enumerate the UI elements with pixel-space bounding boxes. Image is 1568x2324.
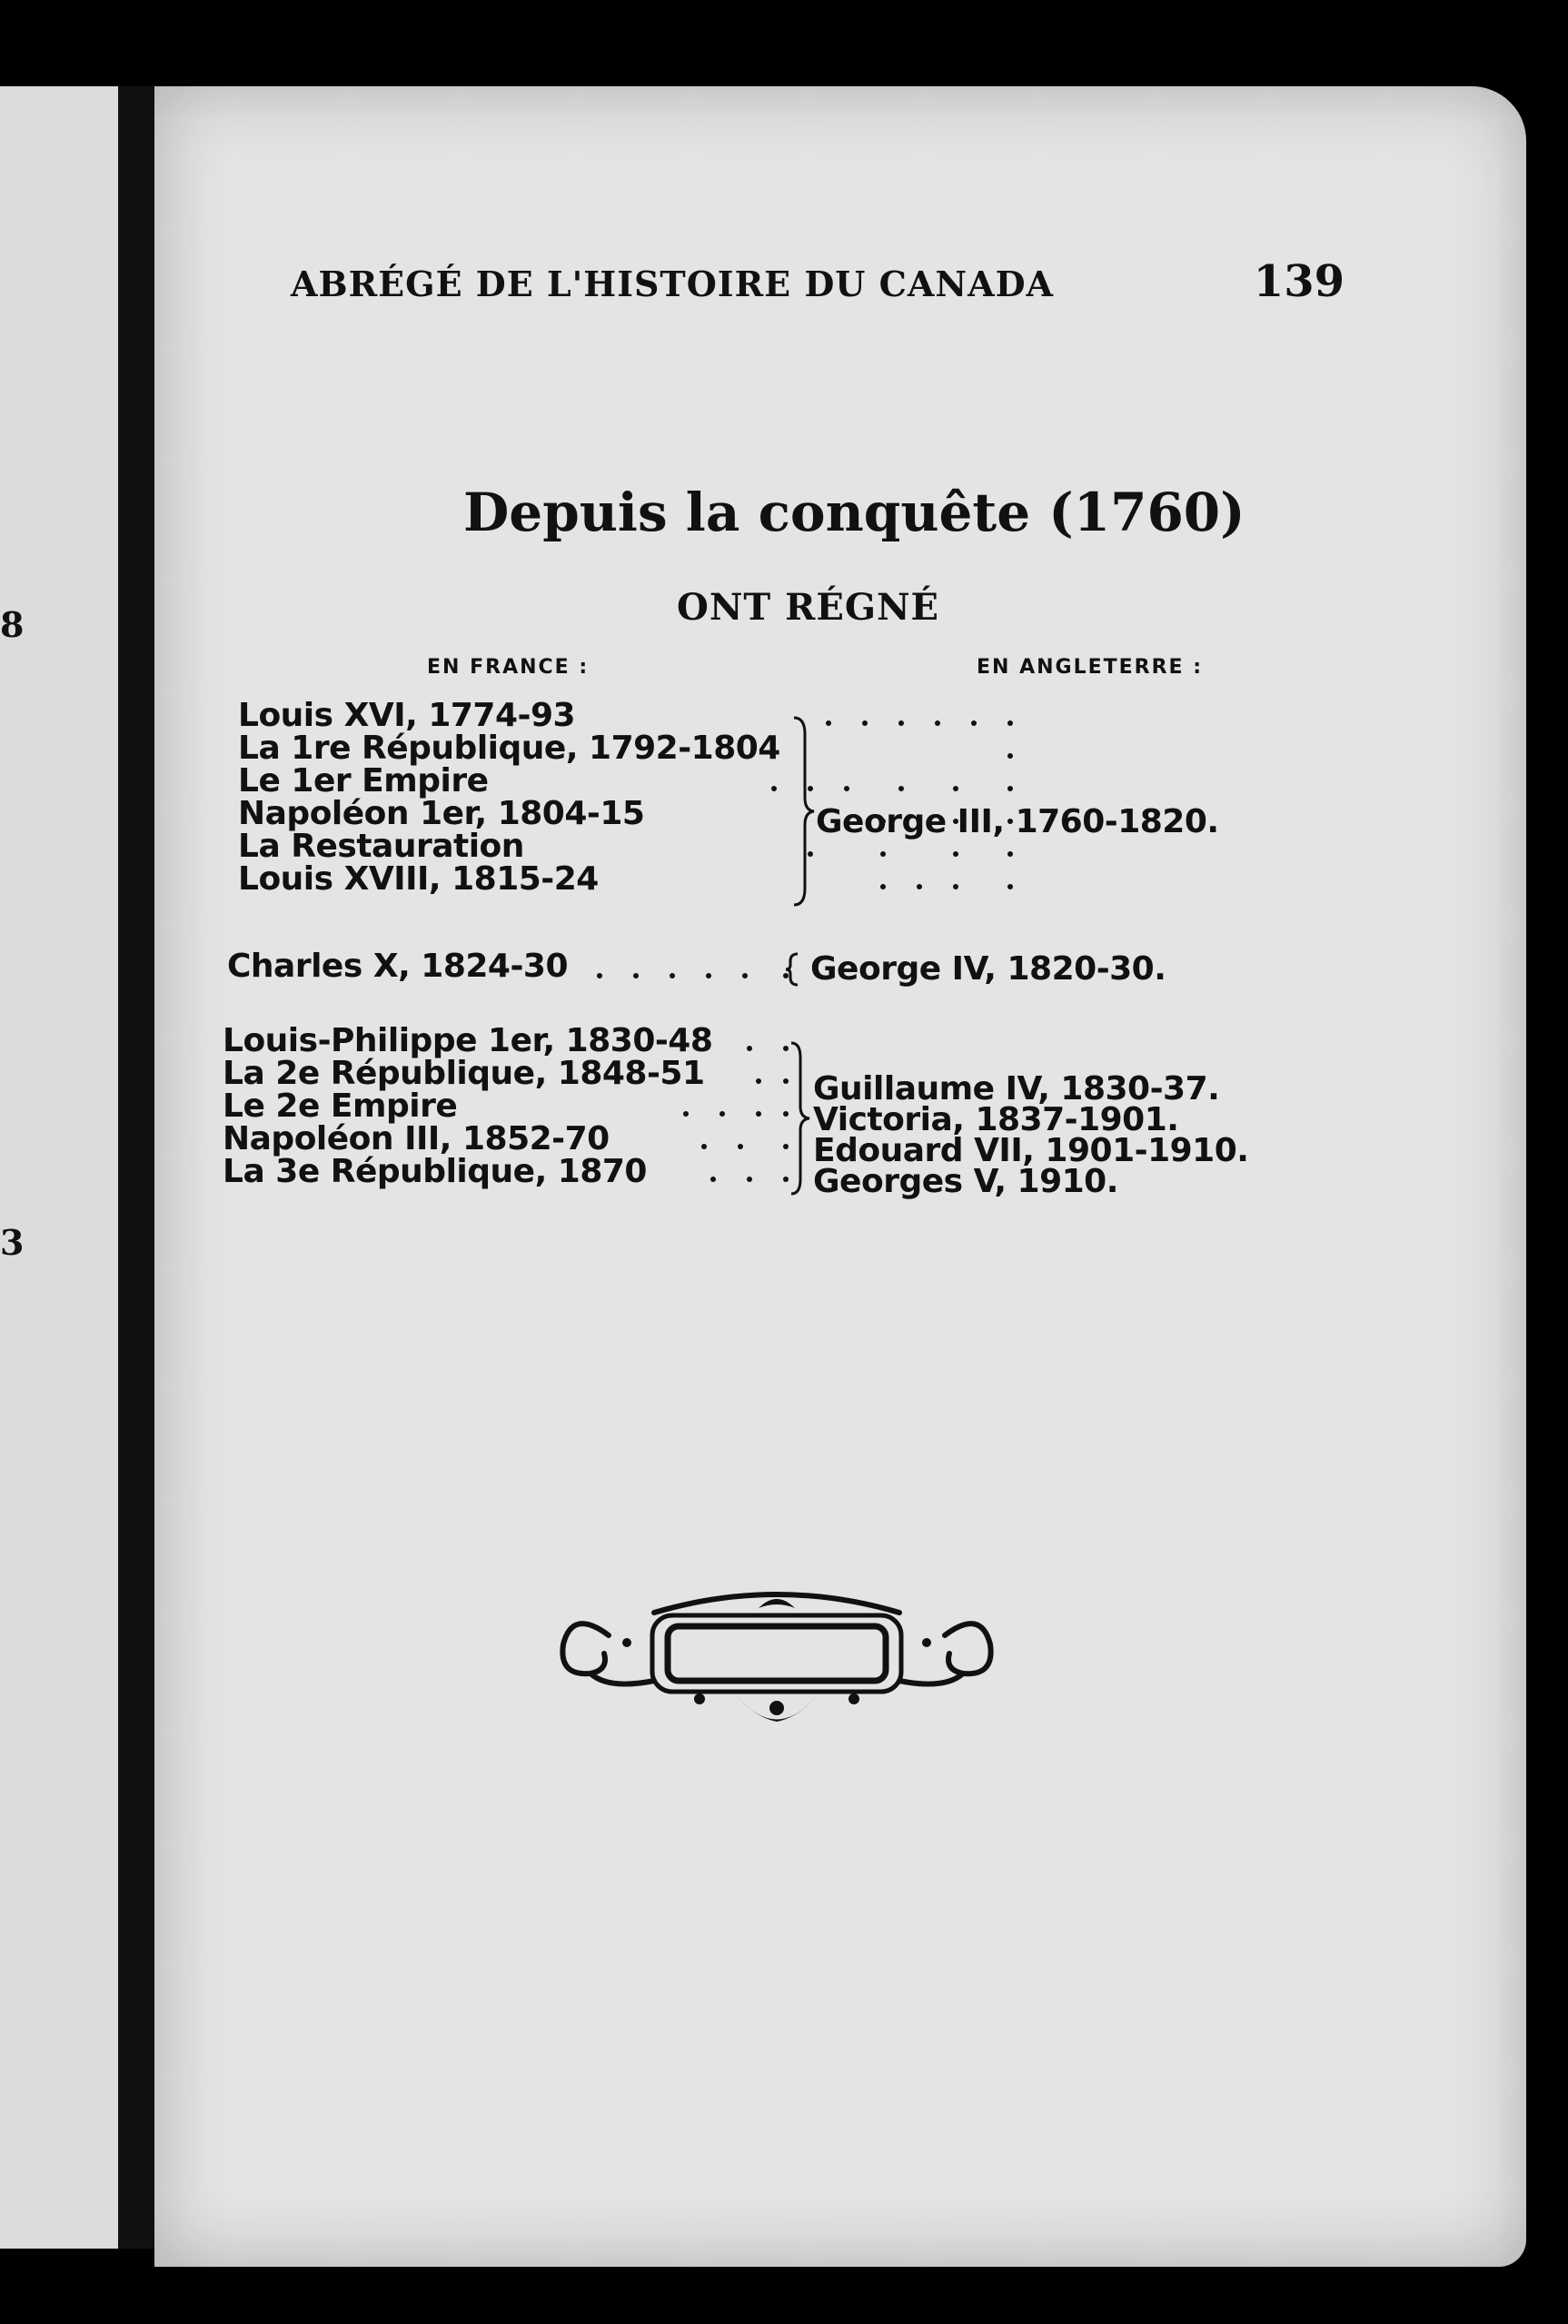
- england-rulers-list: [816, 803, 1219, 840]
- england-ruler: George III, 1760-1820.: [816, 803, 1219, 840]
- france-rulers-list: [227, 950, 568, 983]
- france-ruler: Napoléon III, 1852-70: [223, 1120, 610, 1157]
- france-rulers-list: [223, 1022, 713, 1190]
- france-ruler: La 3e République, 1870: [223, 1153, 647, 1190]
- running-header-title: ABRÉGÉ DE L'HISTOIRE DU CANADA: [291, 263, 1055, 304]
- book-spine: [122, 86, 154, 2249]
- france-ruler: Napoléon 1er, 1804-15: [238, 795, 645, 832]
- england-column-heading: EN ANGLETERRE :: [977, 656, 1204, 679]
- france-ruler: Le 2e Empire: [223, 1088, 458, 1125]
- england-ruler: George IV, 1820-30.: [810, 950, 1166, 988]
- section-subtitle: ONT RÉGNÉ: [677, 586, 940, 629]
- france-column-heading: EN FRANCE :: [427, 656, 590, 679]
- curly-brace: [788, 1041, 813, 1196]
- france-ruler: La 1re République, 1792-1804: [238, 730, 780, 767]
- france-ruler: Charles X, 1824-30: [227, 948, 569, 985]
- england-ruler: Guillaume IV, 1830-37.: [813, 1070, 1220, 1107]
- england-ruler: Georges V, 1910.: [813, 1163, 1118, 1200]
- margin-mark: 3: [0, 1222, 25, 1263]
- france-ruler: Le 1er Empire: [238, 762, 489, 799]
- page-number: 139: [1253, 256, 1345, 307]
- margin-mark: 8: [0, 604, 25, 645]
- dot-leaders: [581, 950, 818, 987]
- curly-brace: [790, 716, 818, 907]
- curly-brace: [785, 952, 803, 987]
- france-ruler: La Restauration: [238, 828, 524, 865]
- england-rulers-list: [810, 950, 1166, 988]
- adjacent-page-edge: [0, 86, 122, 2249]
- france-ruler: Louis-Philippe 1er, 1830-48: [223, 1022, 713, 1059]
- decorative-cartouche-ornament: [554, 1572, 999, 1744]
- england-rulers-list: [813, 1070, 1249, 1200]
- england-ruler: Edouard VII, 1901-1910.: [813, 1132, 1249, 1169]
- england-ruler: Victoria, 1837-1901.: [813, 1101, 1179, 1138]
- france-ruler: Louis XVIII, 1815-24: [238, 860, 599, 898]
- section-title: Depuis la conquête (1760): [463, 482, 1245, 543]
- france-ruler: La 2e République, 1848-51: [223, 1055, 705, 1092]
- france-ruler: Louis XVI, 1774-93: [238, 697, 576, 734]
